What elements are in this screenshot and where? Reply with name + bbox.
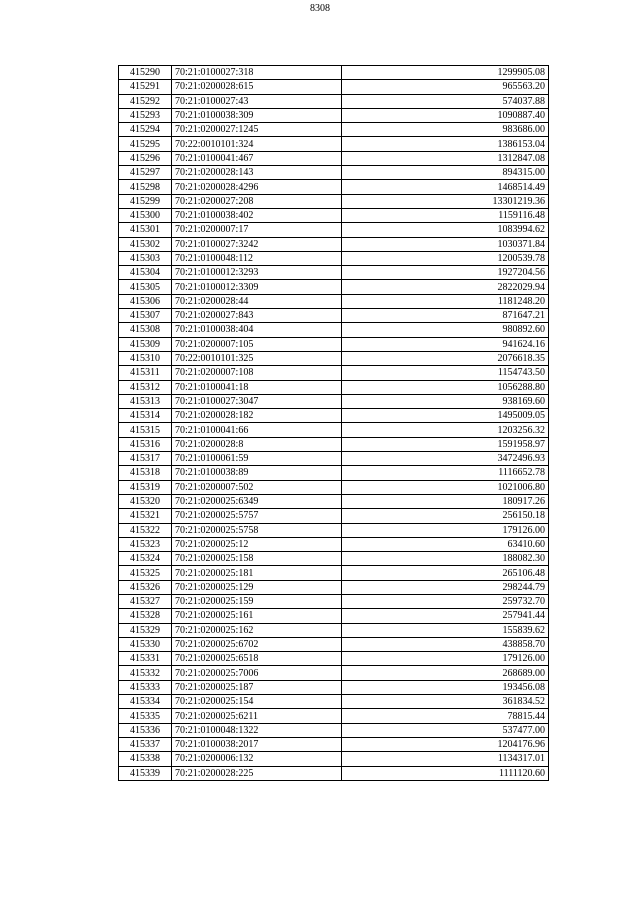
cadastral-value-cell: 1591958.97: [342, 437, 549, 451]
cadastral-number-cell: 70:21:0100048:112: [172, 251, 342, 265]
cadastral-value-cell: 1386153.04: [342, 137, 549, 151]
table-row: [119, 80, 549, 94]
cadastral-number-cell: 70:21:0200025:154: [172, 695, 342, 709]
cadastral-value-cell: 155839.62: [342, 623, 549, 637]
cadastral-value-cell: 63410.60: [342, 537, 549, 551]
cadastral-number-cell: 70:21:0200028:8: [172, 437, 342, 451]
cadastral-value-cell: 193456.08: [342, 680, 549, 694]
cadastral-number-cell: 70:21:0100048:1322: [172, 723, 342, 737]
table-row: [119, 623, 549, 637]
cadastral-number-cell: 70:21:0200025:159: [172, 594, 342, 608]
cadastral-value-cell: 1495009.05: [342, 409, 549, 423]
table-row: [119, 208, 549, 222]
table-row: [119, 580, 549, 594]
cadastral-number-cell: 70:21:0200025:5758: [172, 523, 342, 537]
table-row: [119, 194, 549, 208]
cadastral-number-cell: 70:21:0100038:309: [172, 108, 342, 122]
cadastral-number-cell: 70:22:0010101:325: [172, 351, 342, 365]
row-number-cell: 415331: [119, 652, 172, 666]
cadastral-value-cell: 983686.00: [342, 123, 549, 137]
cadastral-value-cell: 256150.18: [342, 509, 549, 523]
table-row: [119, 494, 549, 508]
cadastral-number-cell: 70:21:0100012:3293: [172, 266, 342, 280]
table-row: [119, 509, 549, 523]
row-number-cell: 415303: [119, 251, 172, 265]
table-row: [119, 709, 549, 723]
row-number-cell: 415306: [119, 294, 172, 308]
cadastral-value-cell: 1056288.80: [342, 380, 549, 394]
cadastral-value-cell: 1030371.84: [342, 237, 549, 251]
row-number-cell: 415313: [119, 394, 172, 408]
row-number-cell: 415298: [119, 180, 172, 194]
cadastral-value-cell: 871647.21: [342, 309, 549, 323]
cadastral-number-cell: 70:21:0100027:3242: [172, 237, 342, 251]
cadastral-value-cell: 1181248.20: [342, 294, 549, 308]
cadastral-number-cell: 70:21:0200025:6349: [172, 494, 342, 508]
row-number-cell: 415309: [119, 337, 172, 351]
row-number-cell: 415311: [119, 366, 172, 380]
table-body: [119, 66, 549, 781]
table-row: [119, 437, 549, 451]
table-row: [119, 237, 549, 251]
cadastral-number-cell: 70:21:0100038:404: [172, 323, 342, 337]
cadastral-value-cell: 2076618.35: [342, 351, 549, 365]
cadastral-number-cell: 70:21:0100038:402: [172, 208, 342, 222]
cadastral-number-cell: 70:21:0200007:108: [172, 366, 342, 380]
row-number-cell: 415317: [119, 452, 172, 466]
cadastral-value-cell: 179126.00: [342, 652, 549, 666]
cadastral-value-cell: 537477.00: [342, 723, 549, 737]
table-row: [119, 723, 549, 737]
cadastral-number-cell: 70:21:0100061:59: [172, 452, 342, 466]
cadastral-number-cell: 70:22:0010101:324: [172, 137, 342, 151]
cadastral-value-cell: 894315.00: [342, 166, 549, 180]
cadastral-number-cell: 70:21:0100041:18: [172, 380, 342, 394]
cadastral-value-cell: 179126.00: [342, 523, 549, 537]
cadastral-number-cell: 70:21:0200025:12: [172, 537, 342, 551]
table-row: [119, 309, 549, 323]
table-row: [119, 251, 549, 265]
cadastral-number-cell: 70:21:0100041:467: [172, 151, 342, 165]
table-row: [119, 123, 549, 137]
cadastral-value-cell: 1299905.08: [342, 66, 549, 80]
table-row: [119, 480, 549, 494]
table-row: [119, 637, 549, 651]
row-number-cell: 415304: [119, 266, 172, 280]
cadastral-number-cell: 70:21:0200007:105: [172, 337, 342, 351]
table-row: [119, 695, 549, 709]
row-number-cell: 415319: [119, 480, 172, 494]
cadastral-value-cell: 1203256.32: [342, 423, 549, 437]
table-row: [119, 380, 549, 394]
cadastral-value-cell: 361834.52: [342, 695, 549, 709]
table-row: [119, 537, 549, 551]
cadastral-value-cell: 180917.26: [342, 494, 549, 508]
row-number-cell: 415324: [119, 552, 172, 566]
table-row: [119, 151, 549, 165]
row-number-cell: 415338: [119, 752, 172, 766]
row-number-cell: 415320: [119, 494, 172, 508]
cadastral-value-cell: 1312847.08: [342, 151, 549, 165]
table-row: [119, 452, 549, 466]
cadastral-number-cell: 70:21:0200025:161: [172, 609, 342, 623]
row-number-cell: 415323: [119, 537, 172, 551]
table-row: [119, 108, 549, 122]
cadastral-value-cell: 3472496.93: [342, 452, 549, 466]
cadastral-number-cell: 70:21:0200025:6211: [172, 709, 342, 723]
cadastral-number-cell: 70:21:0200025:158: [172, 552, 342, 566]
cadastral-value-cell: 1159116.48: [342, 208, 549, 222]
cadastral-number-cell: 70:21:0100038:2017: [172, 737, 342, 751]
cadastral-value-cell: 1090887.40: [342, 108, 549, 122]
row-number-cell: 415328: [119, 609, 172, 623]
table-row: [119, 323, 549, 337]
cadastral-number-cell: 70:21:0200007:502: [172, 480, 342, 494]
row-number-cell: 415336: [119, 723, 172, 737]
cadastral-value-cell: 13301219.36: [342, 194, 549, 208]
table-row: [119, 666, 549, 680]
row-number-cell: 415312: [119, 380, 172, 394]
table-row: [119, 137, 549, 151]
table-row: [119, 609, 549, 623]
table-row: [119, 409, 549, 423]
cadastral-value-cell: 298244.79: [342, 580, 549, 594]
row-number-cell: 415325: [119, 566, 172, 580]
cadastral-number-cell: 70:21:0200028:182: [172, 409, 342, 423]
cadastral-number-cell: 70:21:0200028:615: [172, 80, 342, 94]
row-number-cell: 415318: [119, 466, 172, 480]
cadastral-value-cell: 1116652.78: [342, 466, 549, 480]
table-row: [119, 280, 549, 294]
row-number-cell: 415295: [119, 137, 172, 151]
row-number-cell: 415333: [119, 680, 172, 694]
cadastral-value-cell: 268689.00: [342, 666, 549, 680]
cadastral-value-cell: 1200539.78: [342, 251, 549, 265]
table-row: [119, 94, 549, 108]
cadastral-number-cell: 70:21:0100041:66: [172, 423, 342, 437]
row-number-cell: 415294: [119, 123, 172, 137]
cadastral-value-cell: 980892.60: [342, 323, 549, 337]
table-row: [119, 337, 549, 351]
cadastral-value-cell: 938169.60: [342, 394, 549, 408]
cadastral-value-cell: 1083994.62: [342, 223, 549, 237]
cadastral-number-cell: 70:21:0200027:1245: [172, 123, 342, 137]
row-number-cell: 415299: [119, 194, 172, 208]
row-number-cell: 415310: [119, 351, 172, 365]
cadastral-number-cell: 70:21:0100027:318: [172, 66, 342, 80]
cadastral-value-cell: 1468514.49: [342, 180, 549, 194]
table-row: [119, 180, 549, 194]
cadastral-value-cell: 941624.16: [342, 337, 549, 351]
cadastral-value-cell: 965563.20: [342, 80, 549, 94]
row-number-cell: 415293: [119, 108, 172, 122]
table-row: [119, 366, 549, 380]
row-number-cell: 415332: [119, 666, 172, 680]
row-number-cell: 415301: [119, 223, 172, 237]
row-number-cell: 415296: [119, 151, 172, 165]
cadastral-number-cell: 70:21:0200028:143: [172, 166, 342, 180]
cadastral-value-cell: 259732.70: [342, 594, 549, 608]
cadastral-number-cell: 70:21:0100012:3309: [172, 280, 342, 294]
cadastral-number-cell: 70:21:0200025:162: [172, 623, 342, 637]
row-number-cell: 415290: [119, 66, 172, 80]
table-row: [119, 737, 549, 751]
row-number-cell: 415326: [119, 580, 172, 594]
table-row: [119, 566, 549, 580]
row-number-cell: 415315: [119, 423, 172, 437]
cadastral-value-cell: 1204176.96: [342, 737, 549, 751]
cadastral-number-cell: 70:21:0200006:132: [172, 752, 342, 766]
table-row: [119, 351, 549, 365]
table-row: [119, 294, 549, 308]
table-row: [119, 523, 549, 537]
row-number-cell: 415292: [119, 94, 172, 108]
cadastral-number-cell: 70:21:0200027:843: [172, 309, 342, 323]
cadastral-value-cell: 438858.70: [342, 637, 549, 651]
cadastral-number-cell: 70:21:0100027:3047: [172, 394, 342, 408]
table-row: [119, 166, 549, 180]
row-number-cell: 415300: [119, 208, 172, 222]
row-number-cell: 415330: [119, 637, 172, 651]
row-number-cell: 415334: [119, 695, 172, 709]
row-number-cell: 415335: [119, 709, 172, 723]
table-row: [119, 423, 549, 437]
cadastral-number-cell: 70:21:0200027:208: [172, 194, 342, 208]
cadastral-value-cell: 78815.44: [342, 709, 549, 723]
row-number-cell: 415308: [119, 323, 172, 337]
cadastral-number-cell: 70:21:0200007:17: [172, 223, 342, 237]
table-row: [119, 394, 549, 408]
row-number-cell: 415321: [119, 509, 172, 523]
table-row: [119, 680, 549, 694]
cadastral-value-cell: 574037.88: [342, 94, 549, 108]
row-number-cell: 415307: [119, 309, 172, 323]
cadastral-value-cell: 1154743.50: [342, 366, 549, 380]
cadastral-value-cell: 1927204.56: [342, 266, 549, 280]
cadastral-number-cell: 70:21:0200025:181: [172, 566, 342, 580]
row-number-cell: 415339: [119, 766, 172, 780]
cadastral-number-cell: 70:21:0200025:129: [172, 580, 342, 594]
cadastral-number-cell: 70:21:0200028:44: [172, 294, 342, 308]
cadastral-number-cell: 70:21:0200028:225: [172, 766, 342, 780]
table-row: [119, 466, 549, 480]
cadastral-number-cell: 70:21:0200025:7006: [172, 666, 342, 680]
cadastral-value-cell: 257941.44: [342, 609, 549, 623]
cadastral-number-cell: 70:21:0100027:43: [172, 94, 342, 108]
row-number-cell: 415297: [119, 166, 172, 180]
row-number-cell: 415291: [119, 80, 172, 94]
cadastral-number-cell: 70:21:0100038:89: [172, 466, 342, 480]
row-number-cell: 415316: [119, 437, 172, 451]
table-row: [119, 552, 549, 566]
cadastral-value-cell: 1134317.01: [342, 752, 549, 766]
cadastral-value-cell: 2822029.94: [342, 280, 549, 294]
cadastral-value-cell: 265106.48: [342, 566, 549, 580]
table-row: [119, 766, 549, 780]
cadastral-number-cell: 70:21:0200025:5757: [172, 509, 342, 523]
cadastral-number-cell: 70:21:0200028:4296: [172, 180, 342, 194]
cadastral-number-cell: 70:21:0200025:6702: [172, 637, 342, 651]
cadastral-number-cell: 70:21:0200025:187: [172, 680, 342, 694]
cadastral-value-cell: 1021006.80: [342, 480, 549, 494]
row-number-cell: 415337: [119, 737, 172, 751]
cadastral-value-cell: 188082.30: [342, 552, 549, 566]
cadastral-value-table: [118, 65, 549, 781]
cadastral-value-cell: 1111120.60: [342, 766, 549, 780]
table-row: [119, 223, 549, 237]
table-row: [119, 752, 549, 766]
row-number-cell: 415305: [119, 280, 172, 294]
table-row: [119, 594, 549, 608]
table-row: [119, 66, 549, 80]
row-number-cell: 415322: [119, 523, 172, 537]
row-number-cell: 415327: [119, 594, 172, 608]
row-number-cell: 415314: [119, 409, 172, 423]
row-number-cell: 415302: [119, 237, 172, 251]
page-number: 8308: [310, 3, 330, 14]
table-row: [119, 652, 549, 666]
cadastral-number-cell: 70:21:0200025:6518: [172, 652, 342, 666]
row-number-cell: 415329: [119, 623, 172, 637]
table-row: [119, 266, 549, 280]
